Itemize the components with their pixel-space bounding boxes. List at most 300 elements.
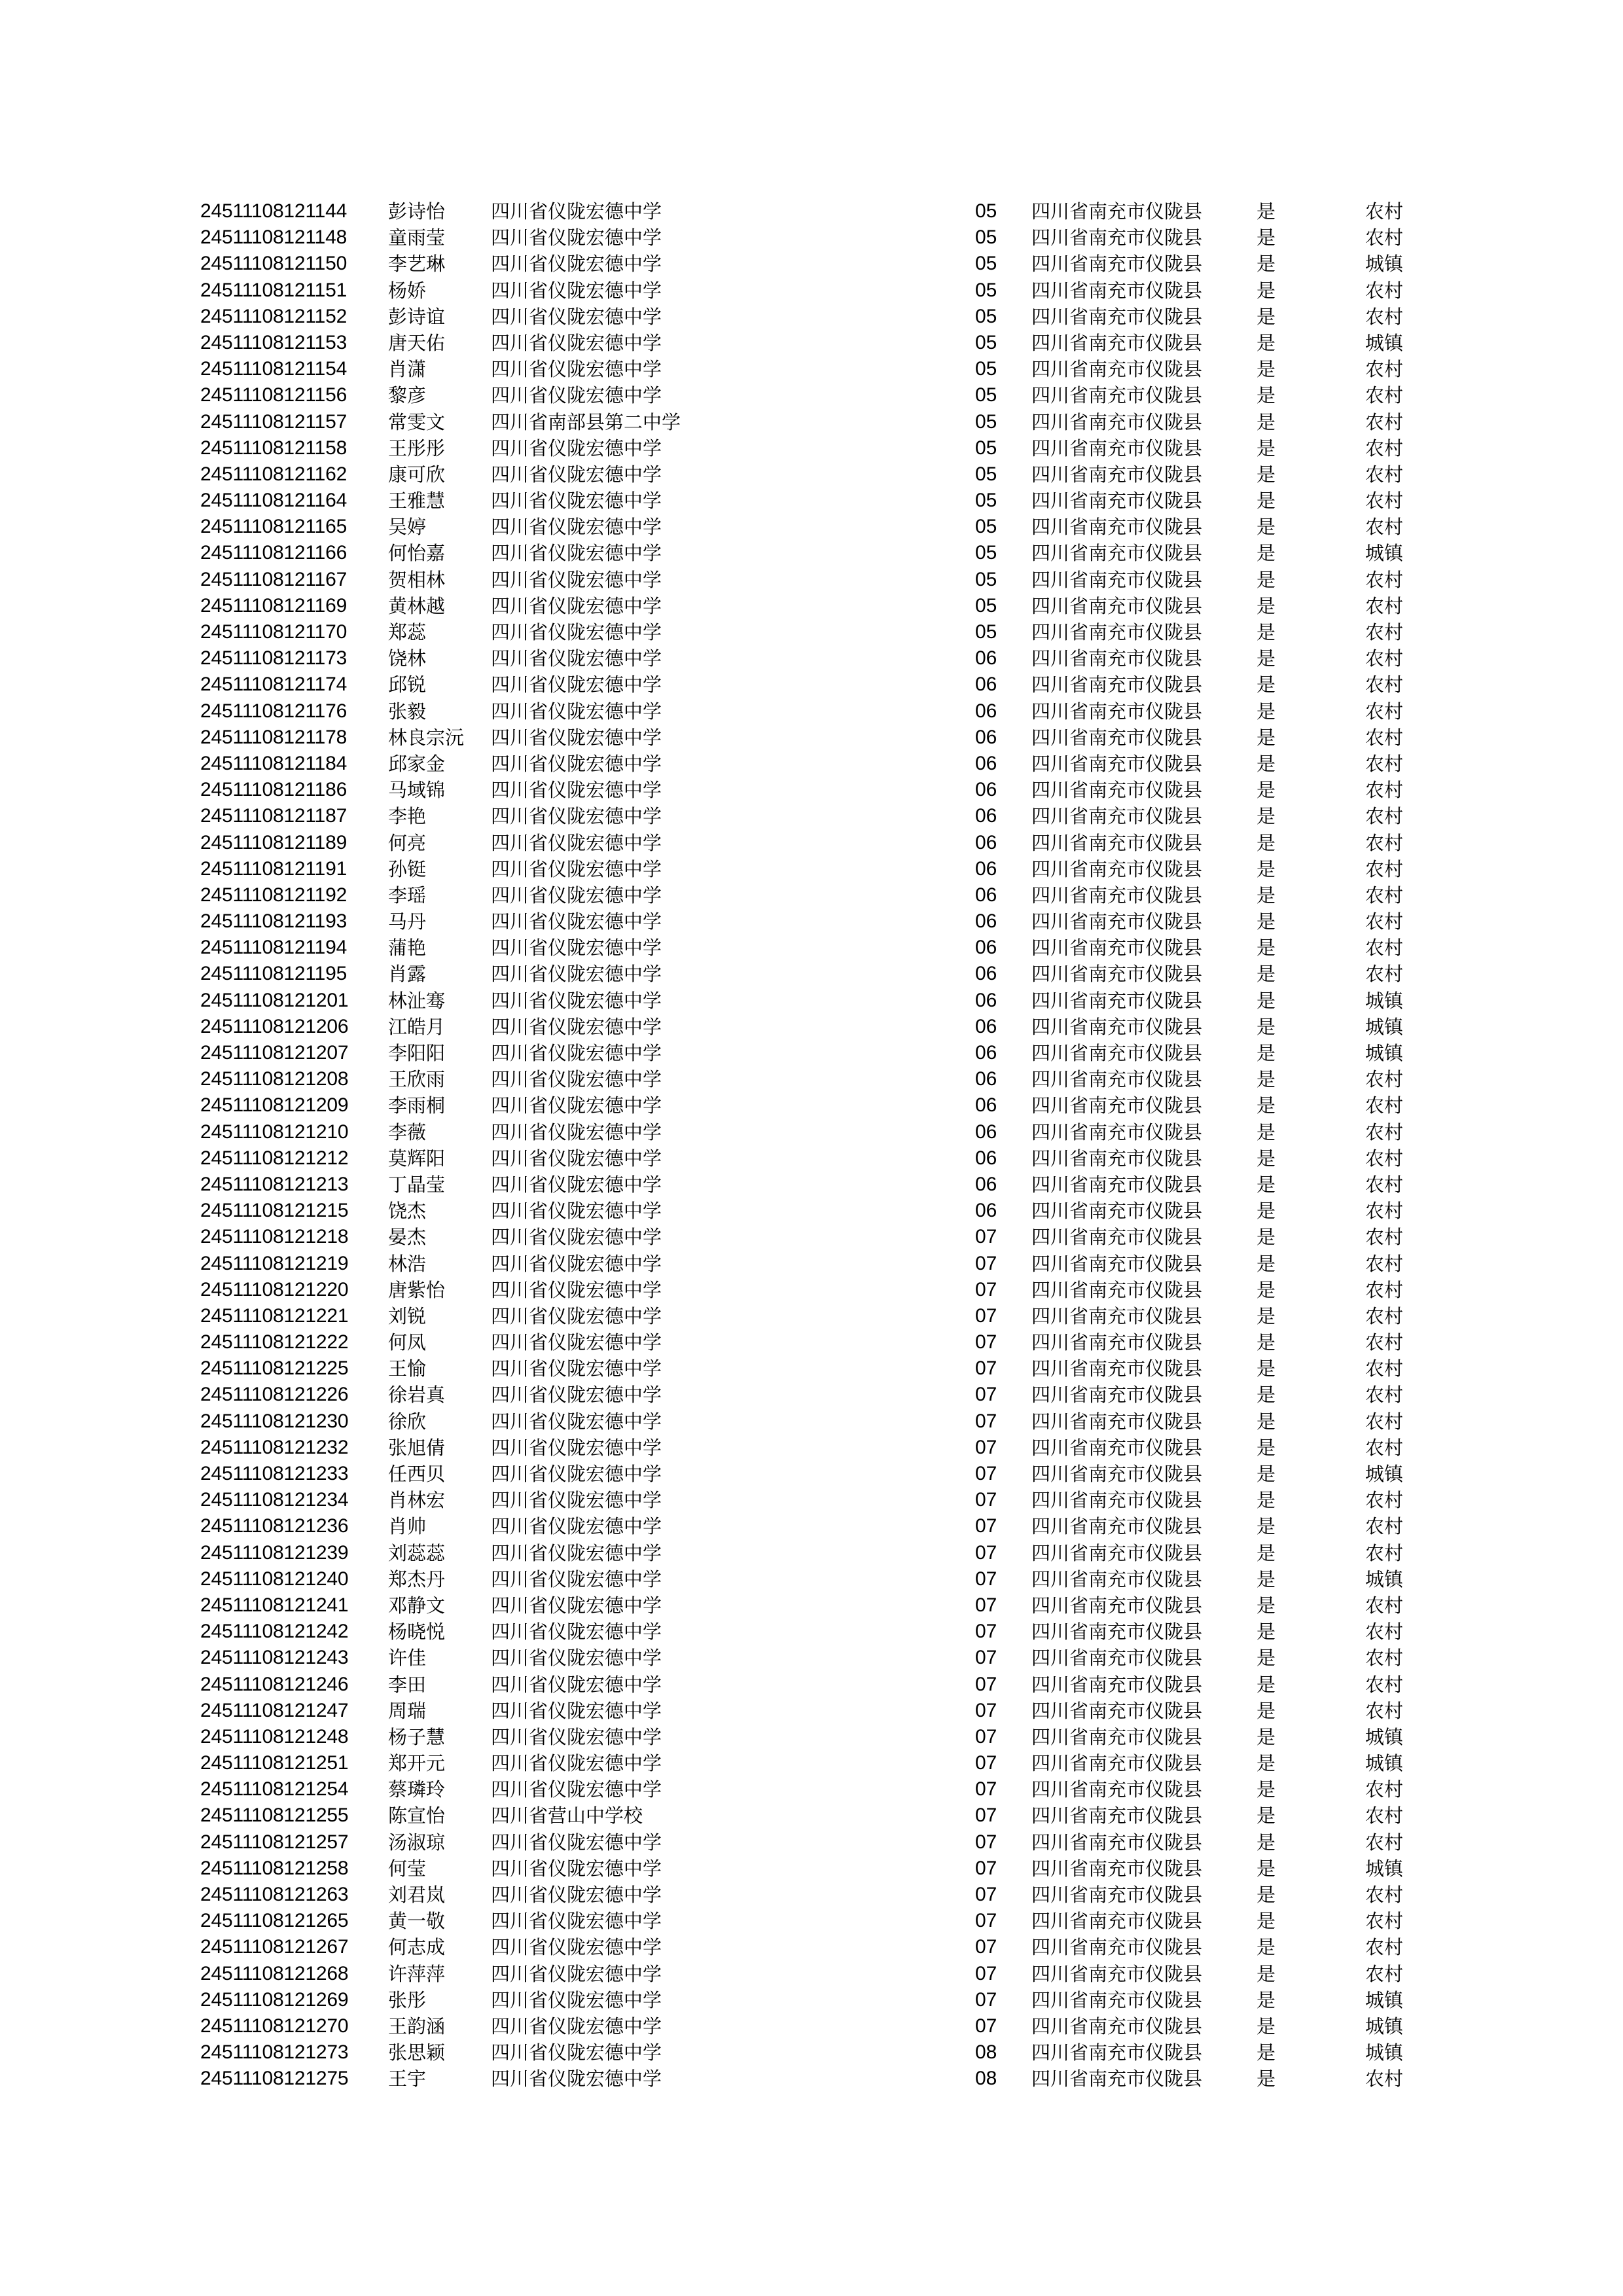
table-row [200,514,1418,540]
eligibility-flag-cell: 是 [1257,831,1276,854]
student-name-cell: 郑杰丹 [388,1568,446,1590]
class-code-cell: 05 [975,463,997,485]
class-code-cell: 07 [975,1304,997,1327]
student-id-cell: 24511108121241 [200,1594,349,1616]
table-row [200,1355,1418,1382]
student-id-cell: 24511108121263 [200,1884,349,1905]
eligibility-flag-cell: 是 [1257,1489,1276,1512]
student-id-cell: 24511108121225 [200,1357,349,1380]
table-row [200,1961,1418,1987]
table-row [200,356,1418,382]
region-cell: 四川省南充市仪陇县 [1031,1384,1203,1407]
region-cell: 四川省南充市仪陇县 [1031,647,1203,670]
household-type-cell: 农村 [1365,279,1404,302]
household-type-cell: 城镇 [1365,1752,1404,1775]
school-name-cell: 四川省仪陇宏德中学 [491,1226,662,1249]
student-name-cell: 周瑞 [388,1699,427,1722]
table-row [200,1619,1418,1645]
region-cell: 四川省南充市仪陇县 [1031,1173,1203,1196]
school-name-cell: 四川省仪陇宏德中学 [491,1042,662,1064]
student-name-cell: 李薇 [388,1121,427,1143]
household-type-cell: 农村 [1365,1226,1404,1249]
region-cell: 四川省南充市仪陇县 [1031,857,1203,880]
school-name-cell: 四川省仪陇宏德中学 [491,1015,662,1038]
class-code-cell: 05 [975,568,997,590]
household-type-cell: 农村 [1365,1200,1404,1223]
class-code-cell: 07 [975,1515,997,1537]
student-id-cell: 24511108121144 [200,200,348,222]
household-type-cell: 农村 [1365,1357,1404,1380]
region-cell: 四川省南充市仪陇县 [1031,1278,1203,1301]
class-code-cell: 07 [975,1725,997,1748]
household-type-cell: 农村 [1365,1778,1404,1801]
class-code-cell: 07 [975,1778,997,1801]
region-cell: 四川省南充市仪陇县 [1031,226,1203,249]
household-type-cell: 农村 [1365,726,1404,749]
student-id-cell: 24511108121240 [200,1568,349,1590]
student-id-cell: 24511108121275 [200,2068,349,2090]
region-cell: 四川省南充市仪陇县 [1031,1489,1203,1512]
class-code-cell: 07 [975,1857,997,1879]
region-cell: 四川省南充市仪陇县 [1031,490,1203,512]
eligibility-flag-cell: 是 [1257,989,1276,1012]
school-name-cell: 四川省仪陇宏德中学 [491,1384,662,1407]
table-row [200,330,1418,356]
student-id-cell: 24511108121220 [200,1278,349,1300]
eligibility-flag-cell: 是 [1257,752,1276,775]
region-cell: 四川省南充市仪陇县 [1031,726,1203,749]
school-name-cell: 四川省仪陇宏德中学 [491,542,662,565]
region-cell: 四川省南充市仪陇县 [1031,1331,1203,1354]
household-type-cell: 农村 [1365,1962,1404,1985]
student-name-cell: 张毅 [388,700,427,723]
table-row [200,935,1418,961]
school-name-cell: 四川省仪陇宏德中学 [491,1463,662,1485]
eligibility-flag-cell: 是 [1257,1778,1276,1801]
household-type-cell: 农村 [1365,700,1404,723]
region-cell: 四川省南充市仪陇县 [1031,963,1203,986]
class-code-cell: 05 [975,226,997,249]
student-id-cell: 24511108121269 [200,1988,349,2011]
household-type-cell: 农村 [1365,384,1404,407]
table-row [200,1066,1418,1092]
student-name-cell: 马域锦 [388,779,446,802]
eligibility-flag-cell: 是 [1257,1647,1276,1670]
school-name-cell: 四川省仪陇宏德中学 [491,1252,662,1275]
school-name-cell: 四川省仪陇宏德中学 [491,463,662,486]
household-type-cell: 农村 [1365,1331,1404,1354]
household-type-cell: 农村 [1365,1121,1404,1143]
eligibility-flag-cell: 是 [1257,1331,1276,1354]
student-name-cell: 江皓月 [388,1015,446,1038]
eligibility-flag-cell: 是 [1257,463,1276,486]
student-name-cell: 马丹 [388,910,427,933]
student-id-cell: 24511108121166 [200,542,348,564]
eligibility-flag-cell: 是 [1257,1804,1276,1827]
eligibility-flag-cell: 是 [1257,1068,1276,1091]
student-id-cell: 24511108121254 [200,1778,349,1801]
table-row [200,698,1418,725]
region-cell: 四川省南充市仪陇县 [1031,2068,1203,2090]
household-type-cell: 农村 [1365,490,1404,512]
class-code-cell: 07 [975,1594,997,1616]
table-row [200,1540,1418,1566]
student-id-cell: 24511108121215 [200,1200,349,1222]
household-type-cell: 城镇 [1365,2015,1404,2037]
student-id-cell: 24511108121173 [200,647,348,670]
region-cell: 四川省南充市仪陇县 [1031,1699,1203,1722]
eligibility-flag-cell: 是 [1257,1752,1276,1775]
student-id-cell: 24511108121210 [200,1121,349,1143]
school-name-cell: 四川省仪陇宏德中学 [491,752,662,775]
table-row [200,1776,1418,1803]
table-row [200,435,1418,461]
school-name-cell: 四川省仪陇宏德中学 [491,647,662,670]
table-row [200,1592,1418,1619]
school-name-cell: 四川省仪陇宏德中学 [491,1173,662,1196]
school-name-cell: 四川省仪陇宏德中学 [491,331,662,354]
table-row [200,540,1418,566]
class-code-cell: 07 [975,1804,997,1827]
eligibility-flag-cell: 是 [1257,910,1276,933]
class-code-cell: 06 [975,752,997,774]
household-type-cell: 农村 [1365,1094,1404,1117]
class-code-cell: 06 [975,700,997,722]
school-name-cell: 四川省仪陇宏德中学 [491,1094,662,1117]
student-name-cell: 丁晶莹 [388,1173,446,1196]
eligibility-flag-cell: 是 [1257,1173,1276,1196]
student-id-cell: 24511108121255 [200,1804,349,1827]
household-type-cell: 城镇 [1365,1568,1404,1590]
eligibility-flag-cell: 是 [1257,331,1276,354]
student-name-cell: 许佳 [388,1647,427,1670]
table-row [200,777,1418,803]
table-row [200,2039,1418,2066]
class-code-cell: 06 [975,937,997,959]
table-row [200,1803,1418,1829]
household-type-cell: 农村 [1365,1594,1404,1617]
eligibility-flag-cell: 是 [1257,647,1276,670]
table-row [200,856,1418,882]
table-row [200,1145,1418,1172]
table-row [200,1092,1418,1119]
table-row [200,1513,1418,1539]
region-cell: 四川省南充市仪陇县 [1031,910,1203,933]
student-id-cell: 24511108121178 [200,726,348,748]
student-name-cell: 徐岩真 [388,1384,446,1407]
class-code-cell: 06 [975,910,997,933]
household-type-cell: 农村 [1365,1884,1404,1906]
eligibility-flag-cell: 是 [1257,805,1276,828]
eligibility-flag-cell: 是 [1257,1121,1276,1143]
class-code-cell: 06 [975,831,997,853]
student-name-cell: 林沚骞 [388,989,446,1012]
school-name-cell: 四川省仪陇宏德中学 [491,1962,662,1985]
class-code-cell: 07 [975,1331,997,1354]
class-code-cell: 06 [975,884,997,906]
household-type-cell: 农村 [1365,305,1404,328]
class-code-cell: 07 [975,1647,997,1669]
class-code-cell: 07 [975,1489,997,1511]
class-code-cell: 05 [975,542,997,564]
household-type-cell: 农村 [1365,857,1404,880]
eligibility-flag-cell: 是 [1257,1568,1276,1590]
eligibility-flag-cell: 是 [1257,1541,1276,1564]
household-type-cell: 农村 [1365,1147,1404,1170]
eligibility-flag-cell: 是 [1257,200,1276,223]
class-code-cell: 06 [975,673,997,696]
table-row [200,1014,1418,1040]
region-cell: 四川省南充市仪陇县 [1031,1857,1203,1880]
student-id-cell: 24511108121243 [200,1647,349,1669]
school-name-cell: 四川省仪陇宏德中学 [491,2015,662,2037]
region-cell: 四川省南充市仪陇县 [1031,1357,1203,1380]
student-name-cell: 杨晓悦 [388,1621,446,1643]
student-name-cell: 蔡璘玲 [388,1778,446,1801]
student-id-cell: 24511108121247 [200,1699,349,1721]
student-name-cell: 王韵涵 [388,2015,446,2037]
student-id-cell: 24511108121239 [200,1541,349,1564]
student-name-cell: 李艺琳 [388,253,446,276]
school-name-cell: 四川省仪陇宏德中学 [491,937,662,960]
table-row [200,1172,1418,1198]
household-type-cell: 农村 [1365,2068,1404,2090]
school-name-cell: 四川省仪陇宏德中学 [491,857,662,880]
student-id-cell: 24511108121170 [200,621,348,643]
class-code-cell: 07 [975,1621,997,1643]
student-name-cell: 邱锐 [388,673,427,696]
student-name-cell: 晏杰 [388,1226,427,1249]
student-id-cell: 24511108121213 [200,1173,349,1195]
region-cell: 四川省南充市仪陇县 [1031,516,1203,539]
eligibility-flag-cell: 是 [1257,1515,1276,1538]
student-name-cell: 王宇 [388,2068,427,2090]
class-code-cell: 06 [975,1121,997,1143]
class-code-cell: 05 [975,516,997,538]
eligibility-flag-cell: 是 [1257,1621,1276,1643]
table-row [200,1329,1418,1355]
table-row [200,304,1418,330]
student-id-cell: 24511108121209 [200,1094,349,1117]
household-type-cell: 农村 [1365,1673,1404,1696]
household-type-cell: 农村 [1365,358,1404,381]
table-row [200,619,1418,645]
class-code-cell: 05 [975,490,997,512]
table-row [200,908,1418,935]
eligibility-flag-cell: 是 [1257,384,1276,407]
student-name-cell: 刘蕊蕊 [388,1541,446,1564]
school-name-cell: 四川省仪陇宏德中学 [491,2068,662,2090]
student-name-cell: 王愉 [388,1357,427,1380]
class-code-cell: 05 [975,200,997,222]
region-cell: 四川省南充市仪陇县 [1031,752,1203,775]
student-name-cell: 汤淑琼 [388,1831,446,1854]
school-name-cell: 四川省仪陇宏德中学 [491,1778,662,1801]
school-name-cell: 四川省仪陇宏德中学 [491,1410,662,1433]
school-name-cell: 四川省仪陇宏德中学 [491,989,662,1012]
class-code-cell: 08 [975,2041,997,2064]
school-name-cell: 四川省仪陇宏德中学 [491,1278,662,1301]
student-name-cell: 饶林 [388,647,427,670]
student-id-cell: 24511108121265 [200,1910,349,1932]
table-row [200,1461,1418,1487]
household-type-cell: 农村 [1365,1699,1404,1722]
class-code-cell: 06 [975,779,997,801]
school-name-cell: 四川省仪陇宏德中学 [491,200,662,223]
household-type-cell: 农村 [1365,1541,1404,1564]
class-code-cell: 06 [975,647,997,670]
student-name-cell: 张彤 [388,1988,427,2011]
region-cell: 四川省南充市仪陇县 [1031,542,1203,565]
student-name-cell: 张旭倩 [388,1436,446,1459]
school-name-cell: 四川省仪陇宏德中学 [491,253,662,276]
table-row [200,1934,1418,1960]
class-code-cell: 07 [975,1384,997,1406]
eligibility-flag-cell: 是 [1257,1094,1276,1117]
class-code-cell: 07 [975,1988,997,2011]
school-name-cell: 四川省仪陇宏德中学 [491,1910,662,1933]
table-row [200,2066,1418,2092]
school-name-cell: 四川省仪陇宏德中学 [491,226,662,249]
table-row [200,645,1418,672]
school-name-cell: 四川省仪陇宏德中学 [491,1147,662,1170]
household-type-cell: 农村 [1365,1278,1404,1301]
household-type-cell: 农村 [1365,831,1404,854]
household-type-cell: 城镇 [1365,1463,1404,1485]
student-id-cell: 24511108121208 [200,1068,349,1090]
eligibility-flag-cell: 是 [1257,857,1276,880]
region-cell: 四川省南充市仪陇县 [1031,1647,1203,1670]
region-cell: 四川省南充市仪陇县 [1031,1436,1203,1459]
student-id-cell: 24511108121169 [200,594,348,617]
table-row [200,2013,1418,2039]
eligibility-flag-cell: 是 [1257,1673,1276,1696]
region-cell: 四川省南充市仪陇县 [1031,621,1203,643]
class-code-cell: 06 [975,1147,997,1169]
household-type-cell: 农村 [1365,1621,1404,1643]
table-row [200,1487,1418,1513]
eligibility-flag-cell: 是 [1257,279,1276,302]
region-cell: 四川省南充市仪陇县 [1031,1752,1203,1775]
eligibility-flag-cell: 是 [1257,1463,1276,1485]
region-cell: 四川省南充市仪陇县 [1031,673,1203,696]
student-id-cell: 24511108121150 [200,253,348,275]
student-id-cell: 24511108121194 [200,937,348,959]
student-name-cell: 彭诗谊 [388,305,446,328]
student-id-cell: 24511108121152 [200,305,348,327]
school-name-cell: 四川省仪陇宏德中学 [491,1515,662,1538]
student-id-cell: 24511108121234 [200,1489,349,1511]
student-name-cell: 何志成 [388,1936,446,1959]
table-row [200,830,1418,856]
student-id-cell: 24511108121258 [200,1857,349,1879]
school-name-cell: 四川省仪陇宏德中学 [491,490,662,512]
student-name-cell: 李艳 [388,805,427,828]
student-name-cell: 李田 [388,1673,427,1696]
student-id-cell: 24511108121186 [200,779,348,801]
region-cell: 四川省南充市仪陇县 [1031,410,1203,433]
student-name-cell: 肖林宏 [388,1489,446,1512]
table-row [200,1040,1418,1066]
eligibility-flag-cell: 是 [1257,1884,1276,1906]
school-name-cell: 四川省仪陇宏德中学 [491,516,662,539]
class-code-cell: 07 [975,1673,997,1695]
region-cell: 四川省南充市仪陇县 [1031,1015,1203,1038]
class-code-cell: 05 [975,621,997,643]
student-name-cell: 肖露 [388,963,427,986]
student-name-cell: 杨子慧 [388,1725,446,1748]
student-name-cell: 刘君岚 [388,1884,446,1906]
household-type-cell: 农村 [1365,226,1404,249]
student-name-cell: 林良宗沅 [388,726,465,749]
table-row [200,725,1418,751]
eligibility-flag-cell: 是 [1257,1200,1276,1223]
table-row [200,1303,1418,1329]
table-row [200,278,1418,304]
table-row [200,1987,1418,2013]
student-name-cell: 林浩 [388,1252,427,1275]
student-id-cell: 24511108121206 [200,1015,349,1037]
region-cell: 四川省南充市仪陇县 [1031,805,1203,828]
eligibility-flag-cell: 是 [1257,673,1276,696]
student-id-cell: 24511108121165 [200,516,348,538]
table-row [200,1698,1418,1724]
student-id-cell: 24511108121158 [200,437,348,459]
student-name-cell: 吴婷 [388,516,427,539]
household-type-cell: 农村 [1365,437,1404,459]
region-cell: 四川省南充市仪陇县 [1031,700,1203,723]
region-cell: 四川省南充市仪陇县 [1031,1962,1203,1985]
region-cell: 四川省南充市仪陇县 [1031,1226,1203,1249]
student-name-cell: 徐欣 [388,1410,427,1433]
eligibility-flag-cell: 是 [1257,1594,1276,1617]
class-code-cell: 06 [975,1042,997,1064]
student-id-cell: 24511108121184 [200,752,348,774]
student-id-cell: 24511108121164 [200,490,348,512]
region-cell: 四川省南充市仪陇县 [1031,884,1203,906]
class-code-cell: 06 [975,989,997,1011]
student-name-cell: 康可欣 [388,463,446,486]
household-type-cell: 农村 [1365,1647,1404,1670]
student-name-cell: 贺相林 [388,568,446,591]
region-cell: 四川省南充市仪陇县 [1031,1042,1203,1064]
student-id-cell: 24511108121221 [200,1304,349,1327]
class-code-cell: 07 [975,1936,997,1958]
school-name-cell: 四川省仪陇宏德中学 [491,621,662,643]
region-cell: 四川省南充市仪陇县 [1031,1594,1203,1617]
class-code-cell: 07 [975,1884,997,1905]
household-type-cell: 城镇 [1365,1857,1404,1880]
class-code-cell: 05 [975,253,997,275]
class-code-cell: 07 [975,1568,997,1590]
region-cell: 四川省南充市仪陇县 [1031,1463,1203,1485]
region-cell: 四川省南充市仪陇县 [1031,1778,1203,1801]
student-id-cell: 24511108121218 [200,1226,349,1248]
eligibility-flag-cell: 是 [1257,2015,1276,2037]
student-id-cell: 24511108121162 [200,463,348,485]
eligibility-flag-cell: 是 [1257,1278,1276,1301]
household-type-cell: 农村 [1365,463,1404,486]
household-type-cell: 农村 [1365,1252,1404,1275]
student-id-cell: 24511108121148 [200,226,348,249]
region-cell: 四川省南充市仪陇县 [1031,1304,1203,1327]
household-type-cell: 农村 [1365,1436,1404,1459]
student-name-cell: 蒲艳 [388,937,427,960]
student-id-cell: 24511108121242 [200,1621,349,1643]
school-name-cell: 四川省南部县第二中学 [491,410,681,433]
table-row [200,1672,1418,1698]
school-name-cell: 四川省仪陇宏德中学 [491,1725,662,1748]
